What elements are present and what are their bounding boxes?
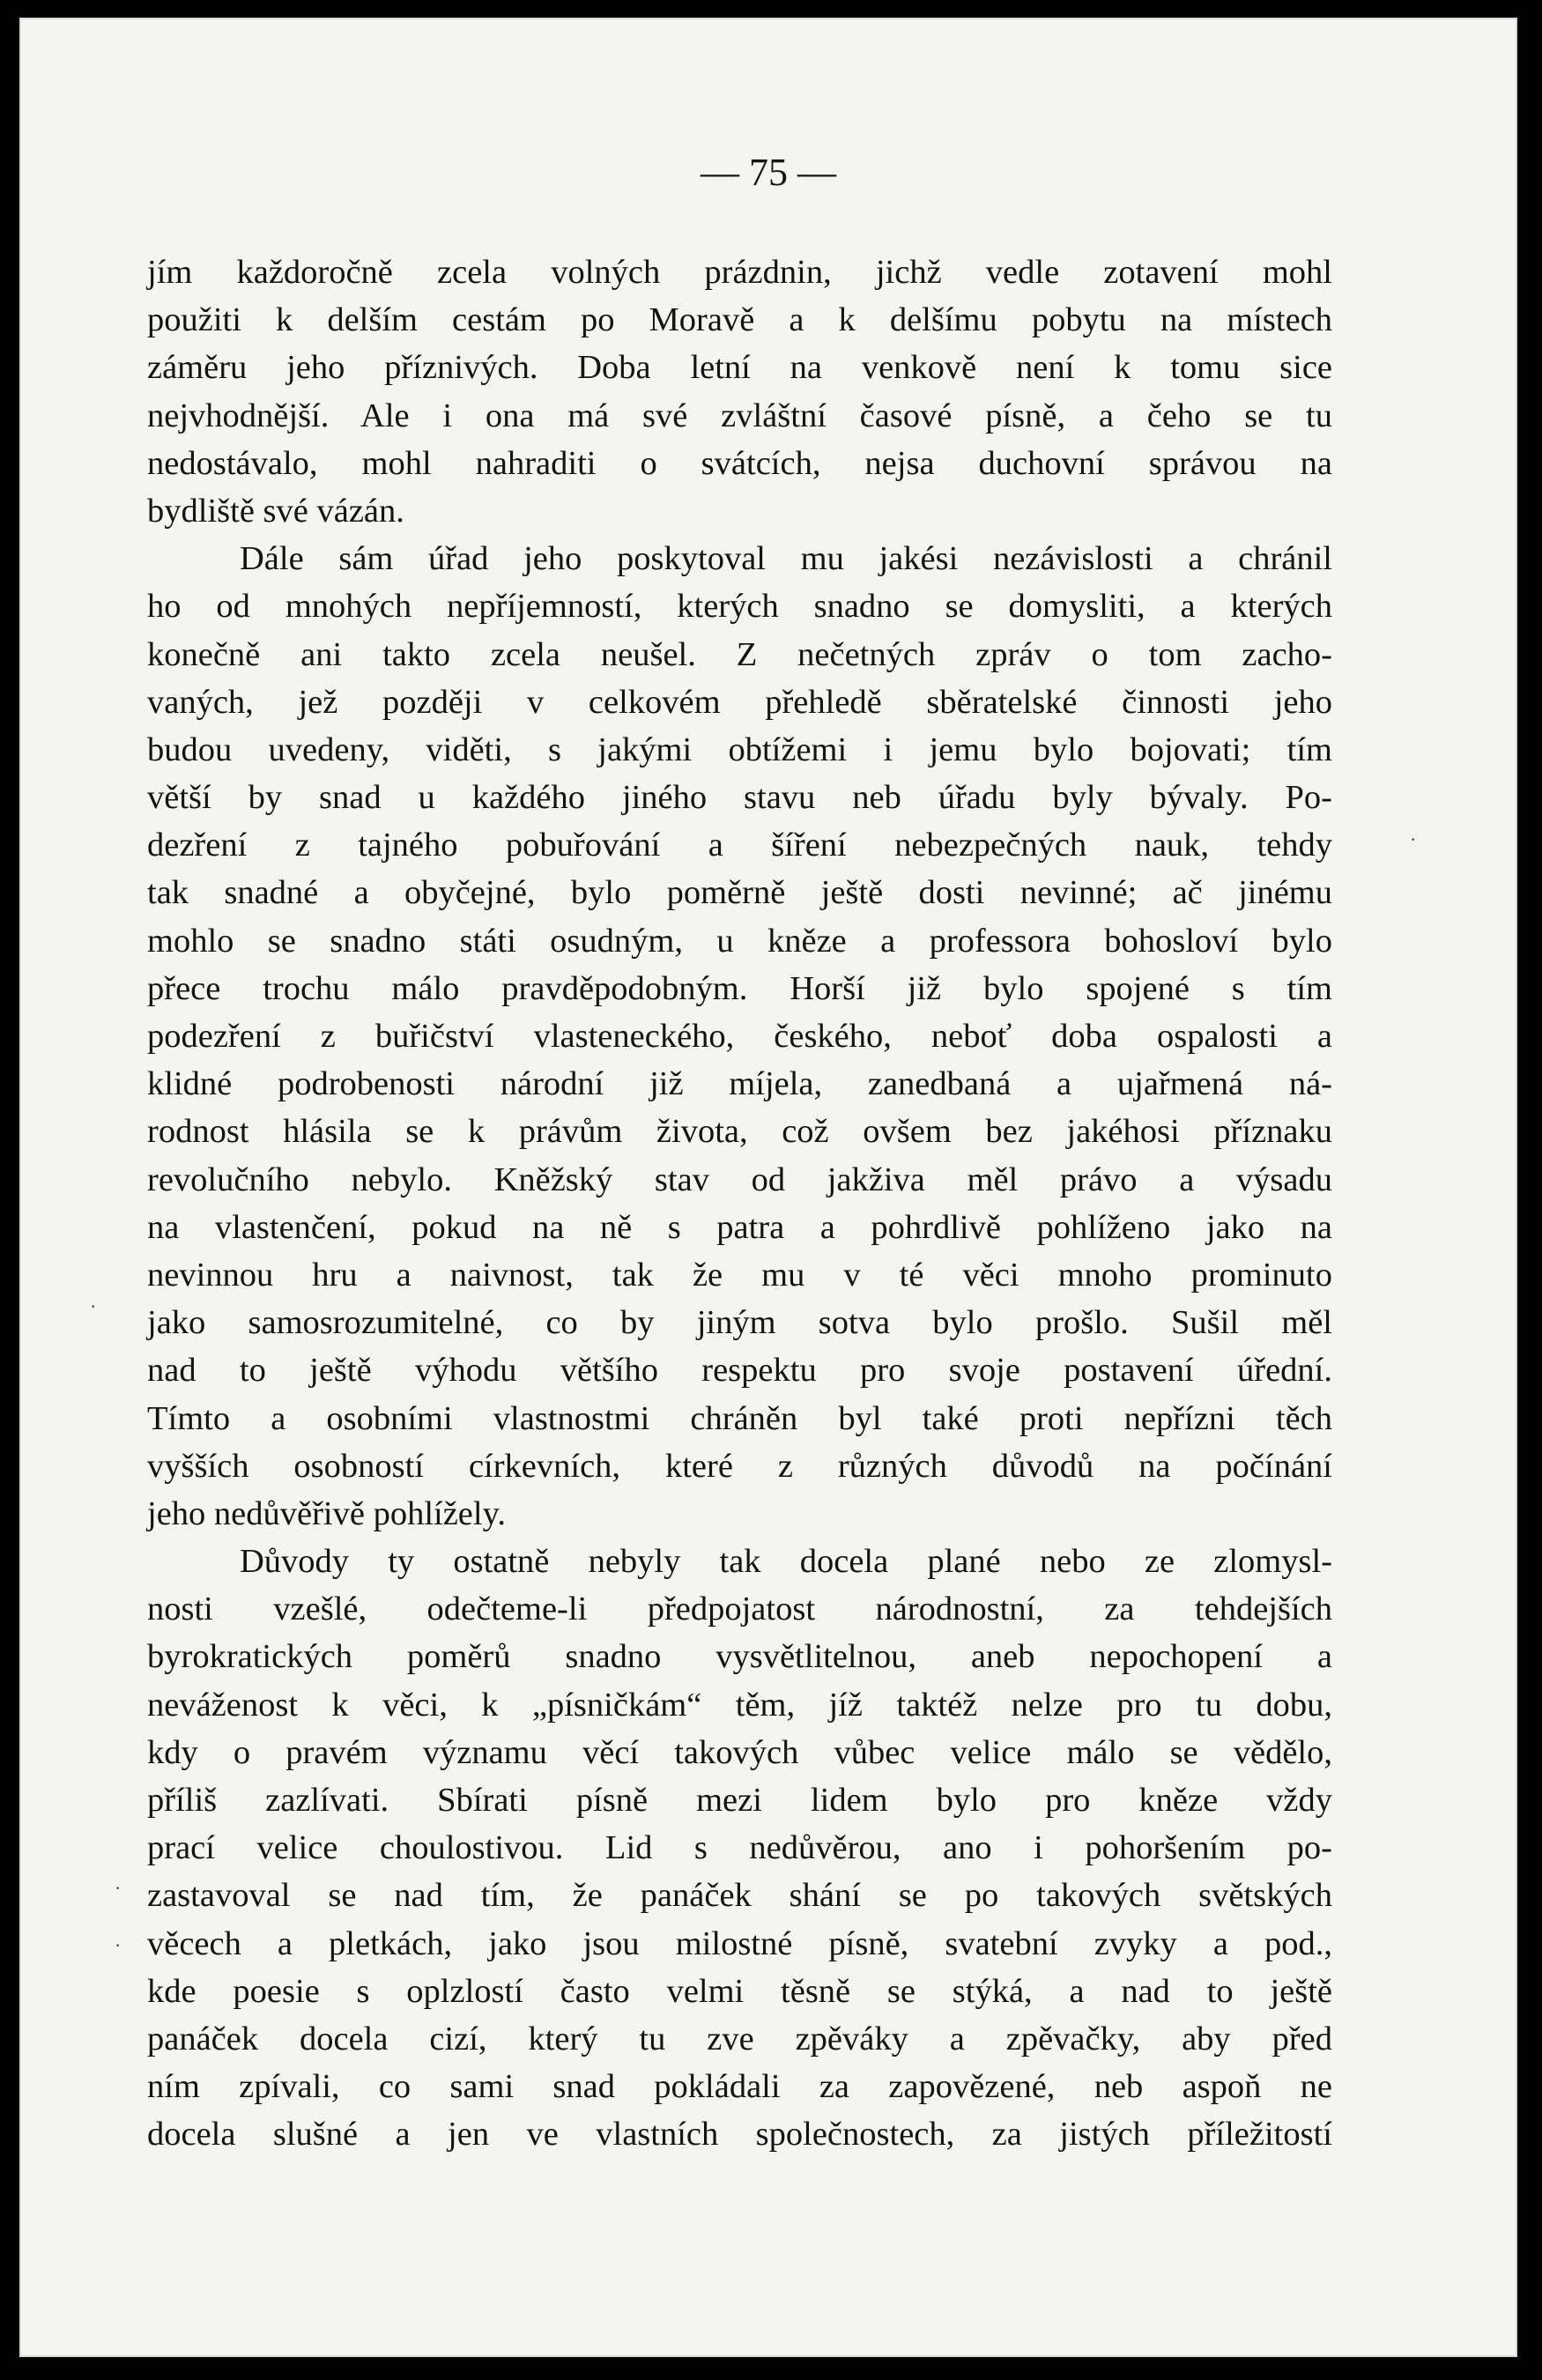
text-line: byrokratických poměrů snadno vysvětlitelnou, aneb nepochopení a	[147, 1638, 1332, 1676]
text-line: Důvody ty ostatně nebyly tak docela plané nebo ze zlomysl-	[240, 1543, 1332, 1581]
text-line: kdy o pravém významu věcí takových vůbec velice málo se vědělo,	[147, 1733, 1332, 1771]
text-line: klidné podrobenosti národní již míjela, zanedbaná a ujařmená ná-	[147, 1065, 1332, 1103]
text-line: podezření z buřičství vlasteneckého, českého, neboť doba ospalosti a	[147, 1018, 1332, 1055]
text-line: záměru jeho příznivých. Doba letní na venkově není k tomu sice	[147, 349, 1332, 387]
text-line: použiti k delším cestám po Moravě a k delšímu pobytu na místech	[147, 301, 1332, 339]
text-line: tak snadné a obyčejné, bylo poměrně ještě dosti nevinné; ač jinému	[147, 874, 1332, 912]
paragraph-2	[147, 535, 1332, 1538]
text-line: jako samosrozumitelné, co by jiným sotva bylo prošlo. Sušil měl	[147, 1304, 1332, 1342]
text-line: ním zpívali, co sami snad pokládali za zapovězené, neb aspoň ne	[147, 2068, 1332, 2106]
text-line: větší by snad u každého jiného stavu neb úřadu byly bývaly. Po-	[147, 779, 1332, 817]
text-line: nosti vzešlé, odečteme-li předpojatost národnostní, za tehdejších	[147, 1590, 1332, 1628]
text-line: rodnost hlásila se k právům života, což ovšem bez jakéhosi příznaku	[147, 1113, 1332, 1151]
text-line: konečně ani takto zcela neušel. Z nečetných zpráv o tom zacho-	[147, 635, 1332, 673]
margin-speck: ·	[115, 1877, 122, 1899]
margin-speck: ·	[90, 1295, 97, 1317]
paragraph-3	[147, 1538, 1332, 2158]
text-line: neváženost k věci, k „písničkám“ těm, jíž taktéž nelze pro tu dobu,	[147, 1686, 1332, 1724]
text-line: jím každoročně zcela volných prázdnin, jichž vedle zotavení mohl	[147, 254, 1332, 291]
text-line: příliš zazlívati. Sbírati písně mezi lidem bylo pro kněze vždy	[147, 1782, 1332, 1819]
text-line: bydliště své vázán.	[147, 492, 404, 530]
text-line: nad to ještě výhodu většího respektu pro svoje postavení úřední.	[147, 1352, 1332, 1390]
text-line: budou uvedeny, viděti, s jakými obtížemi i jemu bylo bojovati; tím	[147, 730, 1332, 768]
margin-speck: ·	[1410, 828, 1417, 850]
text-line: věcech a pletkách, jako jsou milostné písně, svatební zvyky a pod.,	[147, 1924, 1332, 1962]
text-line: vyšších osobností církevních, které z různých důvodů na počínání	[147, 1447, 1332, 1485]
text-line: nejvhodnější. Ale i ona má své zvláštní časové písně, a čeho se tu	[147, 397, 1332, 434]
text-line: prací velice choulostivou. Lid s nedůvěrou, ano i pohoršením po-	[147, 1829, 1332, 1867]
text-line: vaných, jež později v celkovém přehledě sběratelské činnosti jeho	[147, 683, 1332, 721]
margin-speck: ·	[115, 1934, 122, 1956]
text-line: revolučního nebylo. Kněžský stav od jakživa měl právo a výsadu	[147, 1160, 1332, 1198]
text-line: ho od mnohých nepříjemností, kterých snadno se domysliti, a kterých	[147, 588, 1332, 626]
text-line: nedostávalo, mohl nahraditi o svátcích, nejsa duchovní správou na	[147, 444, 1332, 482]
body-text	[147, 248, 1332, 2159]
text-line: panáček docela cizí, který tu zve zpěváky a zpěvačky, aby před	[147, 2020, 1332, 2057]
text-line: Dále sám úřad jeho poskytoval mu jakési nezávislosti a chránil	[240, 540, 1332, 578]
text-line: kde poesie s oplzlostí často velmi těsně se stýká, a nad to ještě	[147, 1972, 1332, 2010]
text-line: dezření z tajného pobuřování a šíření nebezpečných nauk, tehdy	[147, 827, 1332, 864]
text-line: jeho nedůvěřivě pohlížely.	[147, 1494, 506, 1532]
text-line: mohlo se snadno státi osudným, u kněze a professora bohosloví bylo	[147, 922, 1332, 960]
text-line: Tímto a osobními vlastnostmi chráněn byl také proti nepřízni těch	[147, 1399, 1332, 1437]
page-number: — 75 —	[701, 151, 836, 194]
text-line: docela slušné a jen ve vlastních společnostech, za jistých příležitostí	[147, 2116, 1332, 2154]
text-line: zastavoval se nad tím, že panáček shání se po takových světských	[147, 1877, 1332, 1915]
text-line: nevinnou hru a naivnost, tak že mu v té věci mnoho prominuto	[147, 1256, 1332, 1294]
book-page	[19, 18, 1517, 2357]
text-line: na vlastenčení, pokud na ně s patra a pohrdlivě pohlíženo jako na	[147, 1208, 1332, 1246]
paragraph-1	[147, 248, 1332, 535]
text-line: přece trochu málo pravděpodobným. Horší již bylo spojené s tím	[147, 969, 1332, 1007]
